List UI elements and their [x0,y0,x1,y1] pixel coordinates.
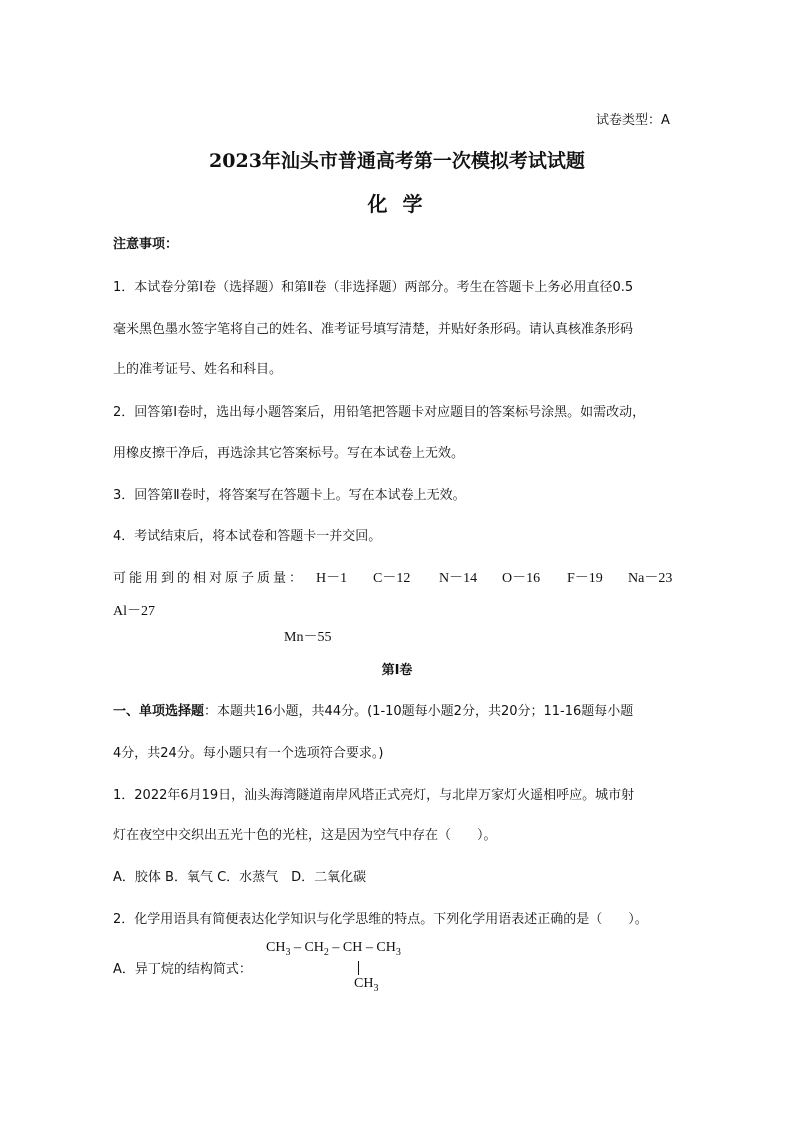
notice-item-4: 4．考试结束后，将本试卷和答题卡一并交回。 [113,529,382,544]
exam-title: 2023年汕头市普通高考第一次模拟考试试题 [209,150,585,172]
atomic-mass-label: 可能用到的相对原子质量： [113,571,306,586]
mass-na: Na－23 [628,571,673,586]
part-1-desc: ：本题共16小题，共44分。(1-10题每小题2分，共20分；11-16题每小题 [204,704,634,719]
notice-item-1-line-3: 上的准考证号、姓名和科目。 [113,362,283,377]
notice-item-2-line-1: 2．回答第Ⅰ卷时，选出每小题答案后，用铅笔把答题卡对应题目的答案标号涂黑。如需改动， [113,405,646,420]
notice-item-1-line-1: 1．本试卷分第Ⅰ卷（选择题）和第Ⅱ卷（非选择题）两部分。考生在答题卡上务必用直径0.5 [113,280,634,295]
q1-line-1: 1．2022年6月19日，汕头海湾隧道南岸风塔正式亮灯，与北岸万家灯火遥相呼应。城市射 [113,788,635,803]
mass-h: H－1 [316,571,348,586]
isobutane-formula-branch: $CH_3$ [354,976,379,994]
isobutane-formula-main: $CH_3 - CH_2$ – CH – $CH_3$ [266,940,401,958]
mass-c: C－12 [373,571,411,586]
q2-option-a-label: A．异丁烷的结构简式： [113,962,252,977]
mass-n: N－14 [439,571,478,586]
notice-heading: 注意事项： [113,237,179,252]
q1-options: A．胶体 B．氧气 C．水蒸气 D．二氧化碳 [113,870,367,885]
paper-type: 试卷类型：A [596,113,670,128]
notice-item-3: 3．回答第Ⅱ卷时，将答案写在答题卡上。写在本试卷上无效。 [113,488,466,503]
part-1-instructions [113,700,633,719]
part-1-instructions-line-2: 4分，共24分。每小题只有一个选项符合要求。) [113,746,384,761]
part-1-label: 一、单项选择题 [113,704,205,719]
mass-f: F－19 [567,571,603,586]
notice-item-2-line-2: 用橡皮擦干净后，再选涂其它答案标号。写在本试卷上无效。 [113,446,465,461]
mass-al: Al－27 [113,604,155,619]
q2-stem: 2．化学用语具有简便表达化学知识与化学思维的特点。下列化学用语表述正确的是（ ）。 [113,912,648,927]
q1-line-2: 灯在夜空中交织出五光十色的光柱，这是因为空气中存在（ ）。 [113,828,497,843]
section-1-heading: 第Ⅰ卷 [381,663,413,678]
notice-item-1-line-2: 毫米黑色墨水签字笔将自己的姓名、准考证号填写清楚，并贴好条形码。请认真核准条形码 [113,322,634,337]
mass-o: O－16 [502,571,541,586]
mass-mn: Mn－55 [284,630,332,645]
subject-title: 化 学 [367,192,427,216]
formula-bond-line [358,961,359,975]
